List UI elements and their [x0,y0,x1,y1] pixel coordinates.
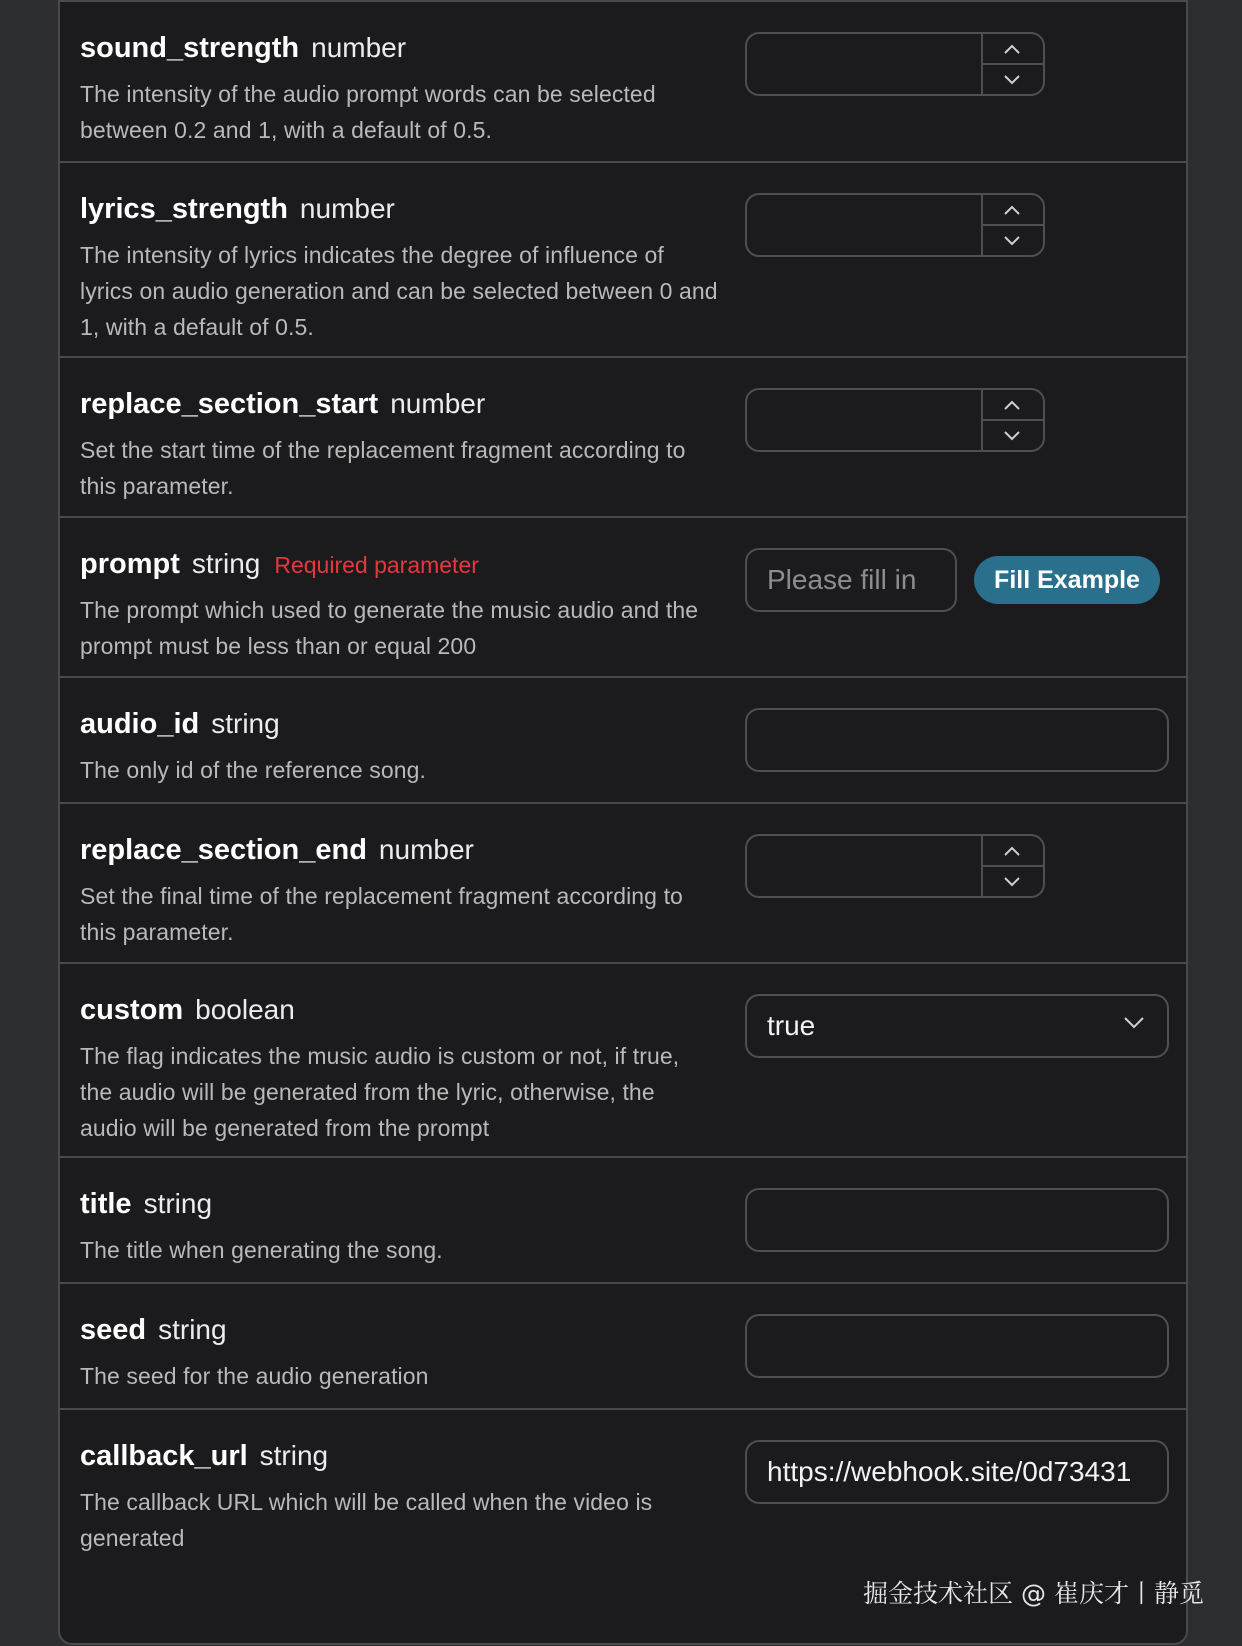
increment-button[interactable] [981,836,1043,865]
number-field[interactable] [747,390,983,450]
param-name: prompt [80,548,180,580]
param-type: number [378,834,474,865]
decrement-button[interactable] [981,224,1043,255]
seed-input[interactable] [745,1314,1169,1378]
param-description: The seed for the audio generation [80,1363,429,1389]
param-description: The only id of the reference song. [80,757,427,783]
param-row-prompt [60,518,1186,678]
param-type: string [158,1314,227,1345]
chevron-down-icon [1003,877,1021,887]
param-row-replace-section-start [60,358,1186,518]
param-name: seed [80,1314,147,1346]
param-row-replace-section-end [60,804,1186,964]
chevron-down-icon [1003,431,1021,441]
chevron-up-icon [1003,44,1021,54]
custom-select[interactable] [745,994,1169,1058]
param-type: number [311,32,407,63]
decrement-button[interactable] [981,419,1043,450]
param-row-seed [60,1284,1186,1410]
param-type: number [390,388,486,419]
chevron-up-icon [1003,846,1021,856]
param-row-sound-strength [60,2,1186,163]
replace-section-end-number-input[interactable] [745,834,1045,898]
number-field[interactable] [747,836,983,896]
audio-id-input[interactable] [745,708,1169,772]
required-badge: Required parameter [274,552,479,578]
param-description: The callback URL which will be called when the video is generated [80,1489,653,1551]
param-description: The flag indicates the music audio is custom or not, if true, the audio will be generated from the lyric, otherwise, the audio will be generated from the prompt [80,1043,680,1141]
parameters-panel [58,0,1188,1645]
param-type: string [143,1188,213,1219]
param-name: lyrics_strength [80,193,288,225]
replace-section-start-number-input[interactable] [745,388,1045,452]
chevron-up-icon [1003,400,1021,410]
lyrics-strength-number-input[interactable] [745,193,1045,257]
param-name: title [80,1188,132,1220]
title-input[interactable] [745,1188,1169,1252]
param-type: boolean [195,994,295,1025]
fill-example-button[interactable]: Fill Example [974,556,1160,604]
callback-url-input[interactable] [745,1440,1169,1504]
prompt-input[interactable] [745,548,957,612]
decrement-button[interactable] [981,865,1043,896]
watermark: 掘金技术社区 @ 崔庆才丨静觅 [863,1579,1204,1608]
param-type: number [299,193,395,224]
select-value: true [767,1010,816,1041]
param-type: string [211,708,280,739]
param-description: The prompt which used to generate the music audio and the prompt must be less than or equal 200 [80,597,699,659]
param-description: The intensity of lyrics indicates the degree of influence of lyrics on audio generation and can be selected between 0 and 1, with a default of 0.5. [80,242,718,340]
param-name: audio_id [80,708,200,740]
param-row-title [60,1158,1186,1284]
param-row-lyrics-strength [60,163,1186,358]
param-name: replace_section_start [80,388,379,420]
param-description: Set the start time of the replacement fragment according to this parameter. [80,437,686,499]
chevron-down-icon [1123,1016,1145,1030]
number-field[interactable] [747,195,983,255]
increment-button[interactable] [981,195,1043,224]
sound-strength-number-input[interactable] [745,32,1045,96]
decrement-button[interactable] [981,63,1043,94]
param-description: The title when generating the song. [80,1237,443,1263]
increment-button[interactable] [981,390,1043,419]
param-name: callback_url [80,1440,248,1472]
chevron-down-icon [1003,75,1021,85]
chevron-up-icon [1003,205,1021,215]
number-field[interactable] [747,34,983,94]
param-name: custom [80,994,184,1026]
param-type: string [259,1440,329,1471]
input-value: https://webhook.site/0d73431 [767,1456,1132,1487]
param-description: Set the final time of the replacement fragment according to this parameter. [80,883,683,945]
param-row-audio-id [60,678,1186,804]
param-name: replace_section_end [80,834,367,866]
param-description: The intensity of the audio prompt words can be selected between 0.2 and 1, with a default of 0.5. [80,81,656,143]
param-row-custom [60,964,1186,1158]
chevron-down-icon [1003,236,1021,246]
param-name: sound_strength [80,32,300,64]
param-type: string [191,548,261,579]
prompt-placeholder: Please fill in [767,564,917,595]
increment-button[interactable] [981,34,1043,63]
